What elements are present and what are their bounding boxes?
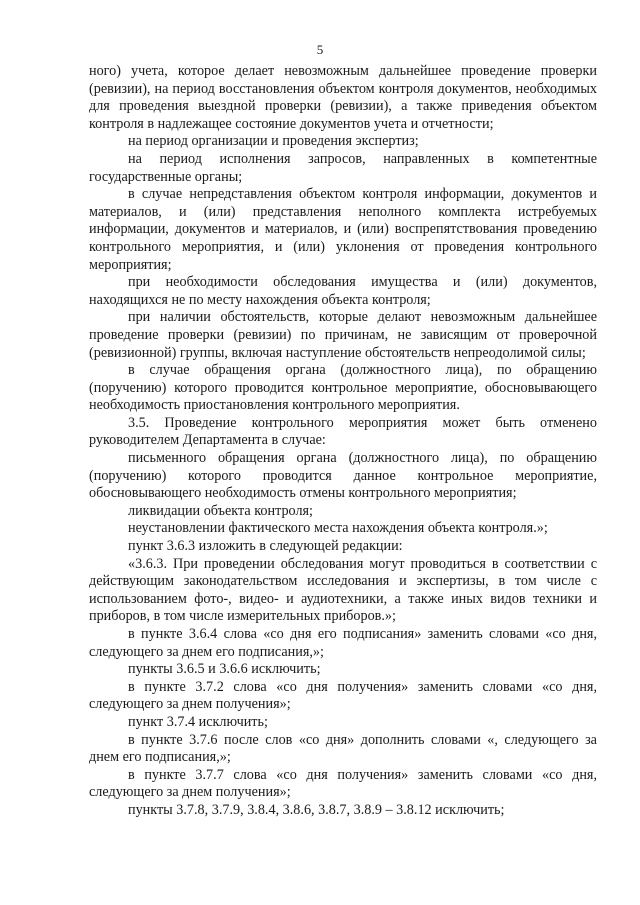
paragraph-continuation: ного) учета, которое делает невозможным дальнейшее проведение проверки (ревизии), на период восстановления объектом контроля документов, необходимых для проведения выездной проверки (ревизии), а также приведения объектом контроля в надлежащее состояние документов учета и отчетности; xyxy=(89,63,597,132)
paragraph-force-majeure: при наличии обстоятельств, которые делают невозможным дальнейшее проведение проверки (ревизии) по причинам, не зависящим от проверочной (ревизионной) группы, включая наступление обстоятельств непреодолимой силы; xyxy=(89,309,597,361)
paragraph-clause-3-5: 3.5. Проведение контрольного мероприятия может быть отменено руководителем Департамента в случае: xyxy=(89,414,597,449)
paragraph-amend-3-7-7: в пункте 3.7.7 слова «со дня получения» заменить словами «со дня, следующего за днем получения»; xyxy=(89,766,597,801)
document-body xyxy=(89,63,597,820)
paragraph-location-unknown: неустановлении фактического места нахождения объекта контроля.»; xyxy=(128,520,548,537)
paragraph-property-inspection: при необходимости обследования имущества и (или) документов, находящихся не по месту нахождения объекта контроля; xyxy=(89,274,597,308)
paragraph-delete-3-6-5: пункты 3.6.5 и 3.6.6 исключить; xyxy=(128,661,321,678)
paragraph-amend-3-7-6: в пункте 3.7.6 после слов «со дня» дополнить словами «, следующего за днем его подписания,»; xyxy=(89,731,597,766)
paragraph-amend-3-6-4: в пункте 3.6.4 слова «со дня его подписания» заменить словами «со дня, следующего за днем его подписания,»; xyxy=(89,626,597,660)
paragraph-clause-3-6-3: «3.6.3. При проведении обследования могут проводиться в соответствии с действующим законодательством исследования и экспертизы, в том числе с использованием фото-, видео- и аудиотехники, а также иных видов техники и приборов, в том числе измерительных приборов.»; xyxy=(89,555,597,625)
paragraph-amend-3-6-3: пункт 3.6.3 изложить в следующей редакции: xyxy=(128,538,403,555)
paragraph-authority-request: в случае обращения органа (должностного лица), по обращению (поручению) которого проводится контрольное мероприятие, обосновывающего необходимость приостановления контрольного мероприятия. xyxy=(89,362,597,414)
page-number: 5 xyxy=(316,42,324,57)
paragraph-written-request: письменного обращения органа (должностного лица), по обращению (поручению) которого проводится данное контрольное мероприятие, обосновывающего необходимость отмены контрольного мероприятия; xyxy=(89,450,597,502)
paragraph-delete-list: пункты 3.7.8, 3.7.9, 3.8.4, 3.8.6, 3.8.7, 3.8.9 – 3.8.12 исключить; xyxy=(128,801,505,818)
paragraph-requests-period: на период исполнения запросов, направленных в компетентные государственные органы; xyxy=(89,150,597,185)
paragraph-delete-3-7-4: пункт 3.7.4 исключить; xyxy=(128,713,268,730)
paragraph-expertise-period: на период организации и проведения экспертиз; xyxy=(128,133,419,150)
paragraph-amend-3-7-2: в пункте 3.7.2 слова «со дня получения» заменить словами «со дня, следующего за днем получения»; xyxy=(89,678,597,713)
paragraph-liquidation: ликвидации объекта контроля; xyxy=(128,502,313,519)
paragraph-nondisclosure: в случае непредставления объектом контроля информации, документов и материалов, и (или) представления неполного комплекта истребуемых информации, документов и материалов, и (или) воспрепятствования проведению контрольного мероприятия, и (или) уклонения от проведения контрольного мероприятия; xyxy=(89,186,597,273)
